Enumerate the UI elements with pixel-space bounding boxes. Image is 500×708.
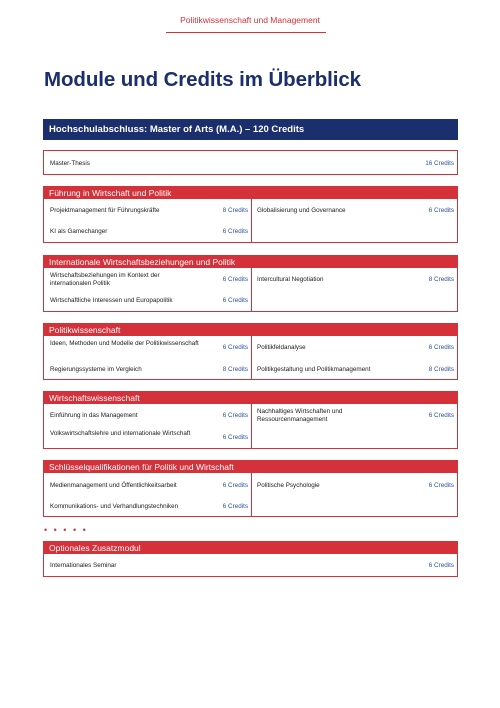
degree-bar: Hochschulabschluss: Master of Arts (M.A.) – 120 Credits xyxy=(43,119,458,140)
section-politikwissenschaft xyxy=(43,323,458,380)
section-internationale xyxy=(43,255,458,312)
module-name: Intercultural Negotiation xyxy=(257,276,324,283)
module-credits: 6 Credits xyxy=(222,503,248,510)
module-name: Master-Thesis xyxy=(50,160,90,167)
module-credits: 6 Credits xyxy=(222,482,248,489)
section-header: Schlüsselqualifikationen für Politik und Wirtschaft xyxy=(44,461,457,473)
module-credits: 8 Credits xyxy=(222,366,248,373)
module-name: Einführung in das Management xyxy=(50,412,138,419)
module-credits: 8 Credits xyxy=(428,276,454,283)
module-name: Volkswirtschaftslehre und internationale Wirtschaft xyxy=(50,430,191,437)
module-credits: 6 Credits xyxy=(222,434,248,441)
module-credits: 6 Credits xyxy=(222,276,248,283)
module-credits: 6 Credits xyxy=(428,562,454,569)
module-name: Kommunikations- und Verhandlungstechniken xyxy=(50,503,179,510)
module-credits: 8 Credits xyxy=(222,207,248,214)
module-credits: 8 Credits xyxy=(428,366,454,373)
module-name: Wirtschaftliche Interessen und Europapolitik xyxy=(50,297,173,304)
module-name: Politikfeldanalyse xyxy=(257,344,306,351)
module-name: Medienmanagement und Öffentlichkeitsarbeit xyxy=(50,482,177,489)
section-fuehrung xyxy=(43,186,458,243)
module-credits: 16 Credits xyxy=(425,160,454,167)
section-header: Internationale Wirtschaftsbeziehungen und Politik xyxy=(44,256,457,268)
module-name: Politische Psychologie xyxy=(257,482,320,489)
module-credits: 6 Credits xyxy=(428,482,454,489)
module-name: Globalisierung und Governance xyxy=(257,207,346,214)
module-credits: 6 Credits xyxy=(428,412,454,419)
module-credits: 6 Credits xyxy=(428,344,454,351)
module-name: KI als Gamechanger xyxy=(50,228,108,235)
column-divider xyxy=(251,199,252,242)
header-rule xyxy=(166,32,326,33)
section-header: Wirtschaftswissenschaft xyxy=(44,392,457,404)
page-title: Module und Credits im Überblick xyxy=(44,68,361,91)
column-divider xyxy=(251,404,252,448)
section-header: Optionales Zusatzmodul xyxy=(44,542,457,554)
section-header: Führung in Wirtschaft und Politik xyxy=(44,187,457,199)
module-credits: 6 Credits xyxy=(428,207,454,214)
column-divider xyxy=(251,336,252,379)
column-divider xyxy=(251,268,252,311)
module-name: Ideen, Methoden und Modelle der Politikwissenschaft xyxy=(50,340,199,347)
section-optional xyxy=(43,541,458,577)
section-wirtschaftswissenschaft xyxy=(43,391,458,449)
module-name: Projektmanagement für Führungskräfte xyxy=(50,207,160,214)
module-credits: 6 Credits xyxy=(222,228,248,235)
module-credits: 6 Credits xyxy=(222,412,248,419)
module-name: Nachhaltiges Wirtschaften und Ressourcenmanagement xyxy=(257,408,343,423)
section-header: Politikwissenschaft xyxy=(44,324,457,336)
thesis-box xyxy=(43,150,458,175)
module-credits: 6 Credits xyxy=(222,344,248,351)
module-name: Regierungssysteme im Vergleich xyxy=(50,366,142,373)
module-credits: 6 Credits xyxy=(222,297,248,304)
module-name: Internationales Seminar xyxy=(50,562,117,569)
section-schluesselqualifikationen xyxy=(43,460,458,517)
separator-dots: • • • • • xyxy=(44,525,88,535)
module-name: Politikgestaltung und Politikmanagement xyxy=(257,366,371,373)
running-header: Politikwissenschaft und Management xyxy=(180,15,320,25)
module-name: Wirtschaftsbeziehungen im Kontext der internationalen Politik xyxy=(50,272,160,287)
column-divider xyxy=(251,473,252,516)
